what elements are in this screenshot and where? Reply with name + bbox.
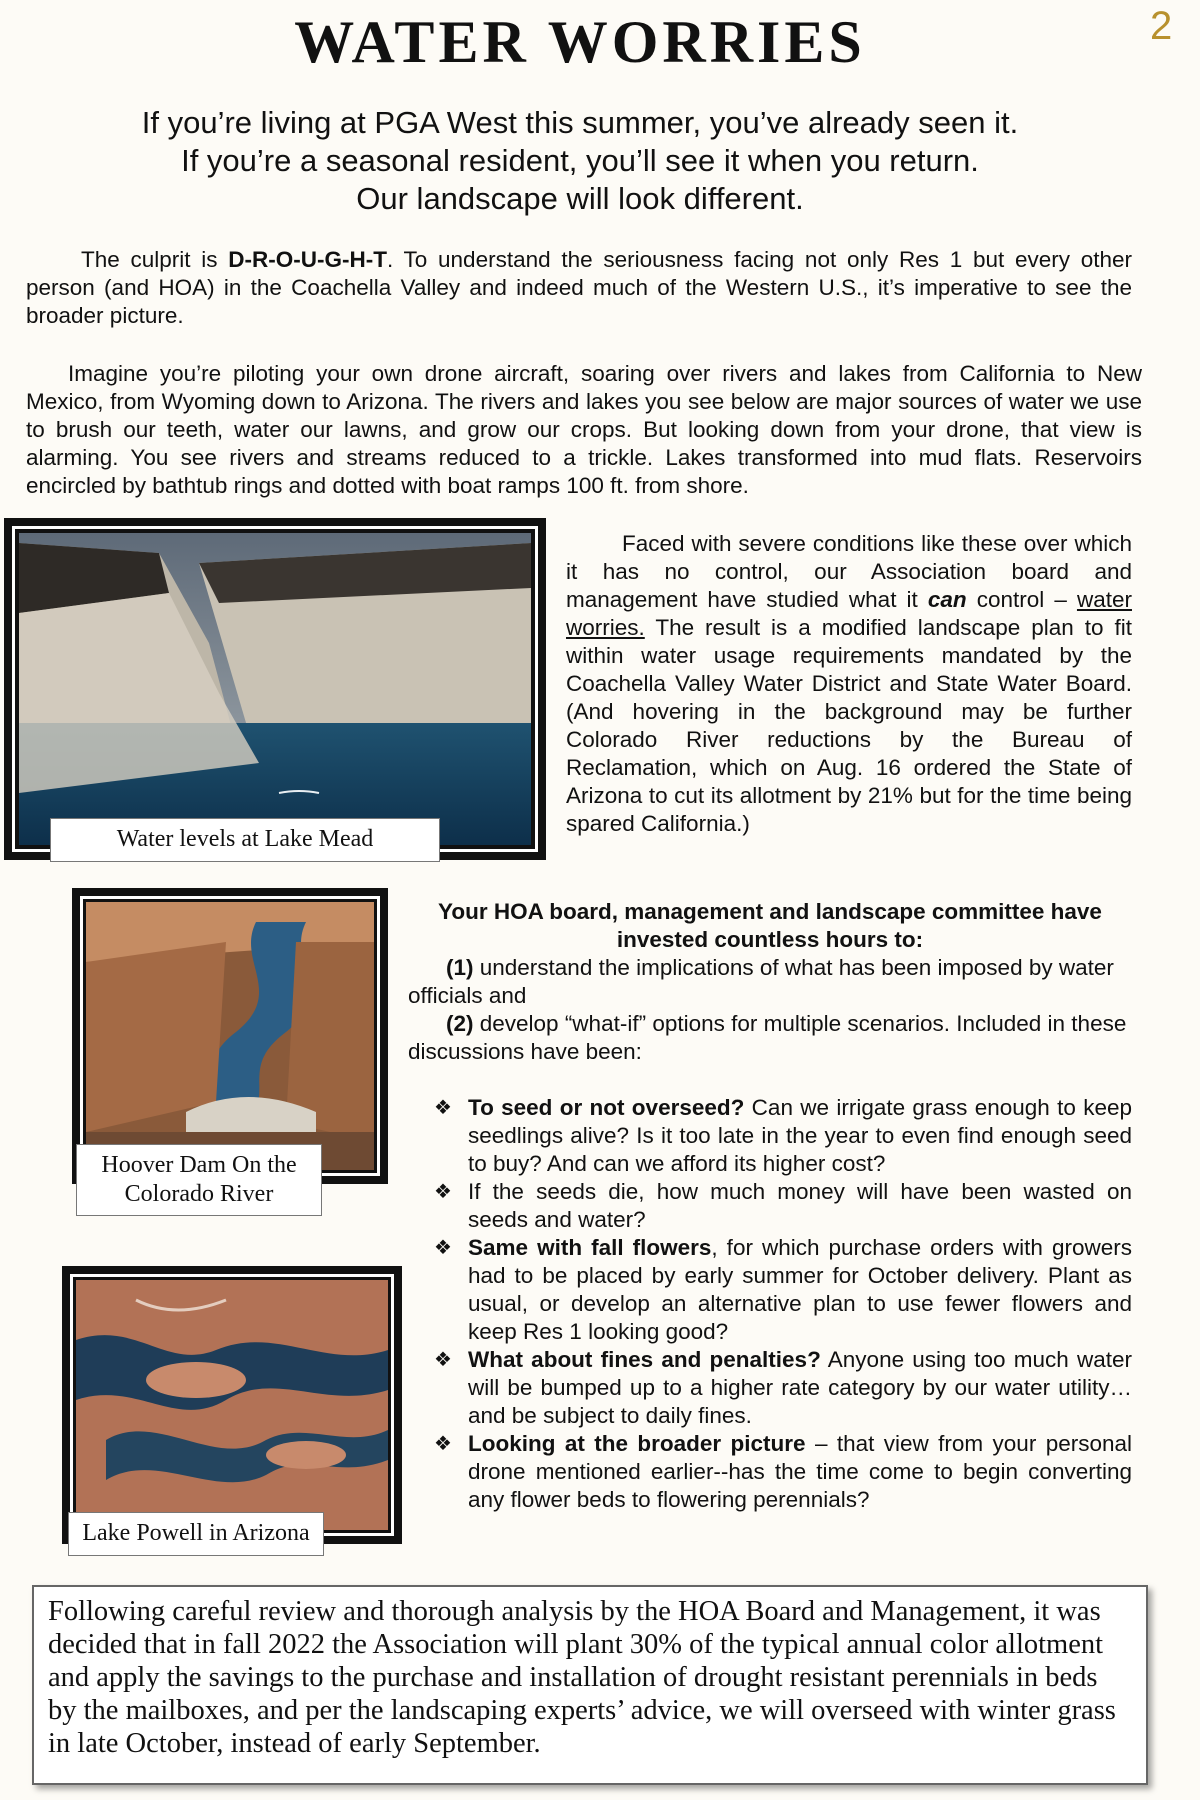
diamond-star-icon: ❖	[434, 1237, 452, 1259]
list-item: ❖ Same with fall flowers, for which purchase orders with growers had to be placed by early summer for October delivery. Plant as usual, or develop an alternative plan to use fewer flowers and keep Res 1 looking good?	[434, 1235, 1132, 1344]
intro-rest: . To understand the seriousness facing not only Res 1 but every other person (and HOA) in the Coachella Valley and indeed much of the Western U.S., it’s imperative to see the broader picture.	[26, 247, 1133, 328]
subtitle-line-1: If you’re living at PGA West this summer, you’ve already seen it.	[141, 105, 1019, 140]
item-1-number: (1)	[446, 955, 474, 980]
lake-powell-caption: Lake Powell in Arizona	[68, 1512, 324, 1556]
hoover-dam-photo-frame	[72, 888, 388, 1207]
committee-heading: Your HOA board, management and landscape committee have invested countless hours to:	[438, 899, 1102, 952]
list-item: ❖ What about fines and penalties? Anyone using too much water will be bumped up to a higher rate category by our water utility…and be subject to daily fines.	[434, 1347, 1132, 1428]
lake-mead-caption: Water levels at Lake Mead	[50, 818, 440, 862]
list-item: ❖ Looking at the broader picture – that view from your personal drone mentioned earlier--has the time come to begin converting any flower beds to flowering perennials?	[434, 1431, 1132, 1512]
item-1-text: understand the implications of what has been imposed by water officials and	[408, 955, 1114, 1008]
page-number: 2	[1150, 4, 1173, 48]
drone-text: Imagine you’re piloting your own drone aircraft, soaring over rivers and lakes from California to New Mexico, from Wyoming down to Arizona. The rivers and lakes you see below are major sources of water we use to brush our teeth, water our lawns, and grow our crops. But looking down from your drone, that view is alarming. You see rivers and streams reduced to a trickle. Lakes transformed into mud flats. Reservoirs encircled by bathtub rings and dotted with boat ramps 100 ft. from shore.	[26, 361, 1142, 498]
side-paragraph	[566, 530, 1132, 838]
side-text-1: Faced with severe conditions like these over which it has no control, our Association board and management have studied what it	[566, 531, 1132, 612]
list-item: ❖ To seed or not overseed? Can we irrigate grass enough to keep seedlings alive? Is it too late in the year to even find enough seed to buy? And can we afford its higher cost?	[434, 1095, 1132, 1176]
hoover-dam-caption: Hoover Dam On the Colorado River	[76, 1144, 322, 1216]
committee-item-2	[408, 1010, 1132, 1066]
intro-paragraph-1	[26, 246, 1132, 330]
lake-mead-photo-frame	[4, 518, 546, 860]
side-text-2: control –	[966, 587, 1077, 612]
diamond-star-icon: ❖	[434, 1181, 452, 1203]
water-worries-link: water worries.	[566, 587, 1132, 640]
drought-word: D-R-O-U-G-H-T	[228, 247, 387, 272]
page-title: WATER WORRIES	[294, 9, 866, 75]
hoover-dam-photo	[86, 902, 374, 1170]
item-2-number: (2)	[446, 1011, 474, 1036]
discussion-list	[432, 1094, 1132, 1514]
list-item: ❖ If the seeds die, how much money will have been wasted on seeds and water?	[434, 1179, 1132, 1232]
committee-block	[408, 898, 1132, 1066]
lake-powell-photo-frame	[62, 1266, 402, 1544]
side-text-can: can	[927, 587, 967, 612]
item-2-text: develop “what-if” options for multiple scenarios. Included in these discussions have been:	[408, 1011, 1127, 1064]
lake-powell-photo	[76, 1280, 388, 1530]
diamond-star-icon: ❖	[434, 1433, 452, 1455]
conclusion-box: Following careful review and thorough analysis by the HOA Board and Management, it was decided that in fall 2022 the Association will plant 30% of the typical annual color allotment and apply the savings to the purchase and installation of drought resistant perennials in beds by the mailboxes, and per the landscaping experts’ advice, we will overseed with winter grass in late October, instead of early September.	[32, 1585, 1148, 1785]
intro-paragraph-2	[26, 360, 1142, 500]
intro-lead: The culprit is	[81, 247, 229, 272]
subtitle-line-3: Our landscape will look different.	[356, 181, 804, 216]
committee-item-1	[408, 954, 1132, 1010]
diamond-star-icon: ❖	[434, 1097, 452, 1119]
lake-mead-photo	[19, 533, 531, 845]
side-text-3: The result is a modified landscape plan to fit within water usage requirements mandated by the Coachella Valley Water District and State Water Board. (And hovering in the background may be further Colorado River reductions by the Bureau of Reclamation, which on Aug. 16 ordered the State of Arizona to cut its allotment by 21% but for the time being spared California.)	[566, 615, 1132, 836]
subtitle-line-2: If you’re a seasonal resident, you’ll see it when you return.	[181, 143, 979, 178]
diamond-star-icon: ❖	[434, 1349, 452, 1371]
subtitle	[40, 104, 1120, 218]
